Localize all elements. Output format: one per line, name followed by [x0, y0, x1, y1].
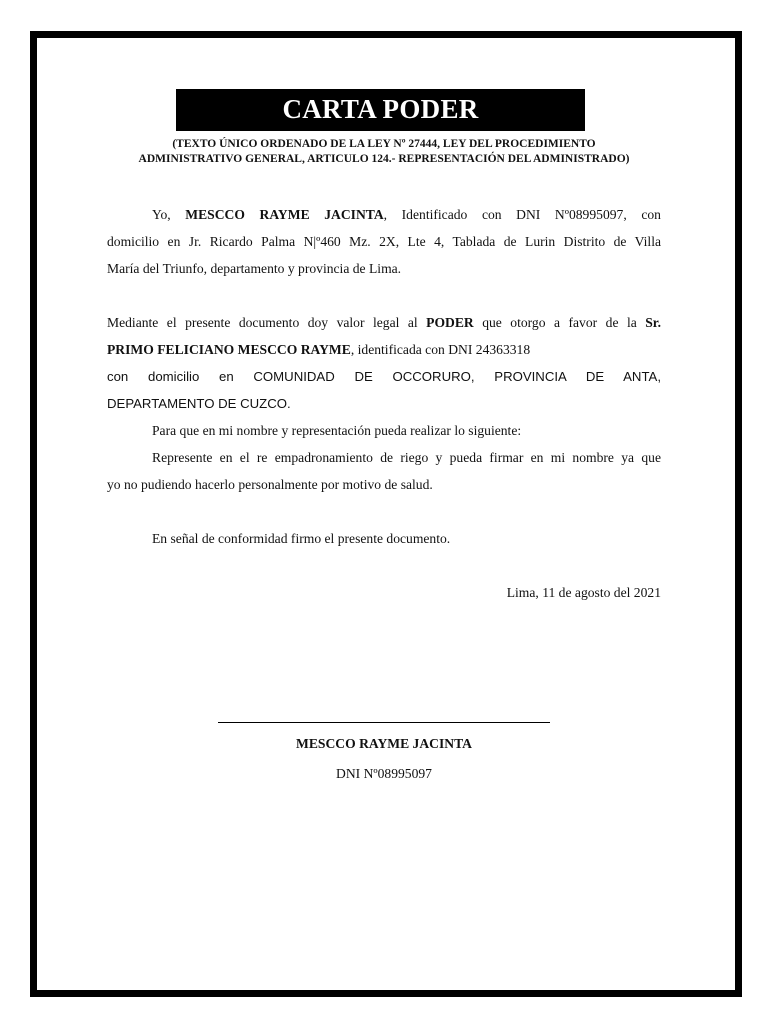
poder-word: PODER	[426, 315, 474, 330]
grantor-id: , Identificado con DNI Nº08995097, con	[383, 207, 661, 222]
sr-title: Sr.	[645, 315, 661, 330]
attorney-address-line-2: DEPARTAMENTO DE CUZCO.	[107, 396, 291, 411]
grantor-name: MESCCO RAYME JACINTA	[185, 207, 384, 222]
representation-line-2: yo no pudiendo hacerlo personalmente por motivo de salud.	[107, 477, 433, 492]
document-title: CARTA PODER	[176, 89, 585, 131]
representation-paragraph	[107, 444, 661, 498]
purpose-paragraph: Para que en mi nombre y representación pueda realizar lo siguiente:	[152, 423, 522, 438]
attorney-name: PRIMO FELICIANO MESCCO RAYME	[107, 342, 351, 357]
page-border	[30, 31, 742, 997]
grantor-paragraph	[107, 201, 661, 282]
attorney-id: , identificada con DNI 24363318	[350, 342, 531, 357]
attorney-line-2	[107, 336, 661, 363]
attorney-address-line-1: con domicilio en COMUNIDAD DE OCCORURO, PROVINCIA DE ANTA,	[107, 369, 661, 384]
document-date: Lima, 11 de agosto del 2021	[506, 585, 661, 600]
grantor-line-2: domicilio en Jr. Ricardo Palma N|º460 Mz. 2X, Lte 4, Tablada de Lurin Distrito de Villa	[107, 234, 661, 249]
attorney-paragraph	[107, 309, 661, 417]
signatory-dni: DNI Nº08995097	[336, 766, 432, 781]
signature-line	[218, 722, 550, 723]
attorney-lead: Mediante el presente documento doy valor legal al	[107, 315, 427, 330]
legal-reference-line-2: ADMINISTRATIVO GENERAL, ARTICULO 124.- REPRESENTACIÓN DEL ADMINISTRADO)	[138, 152, 630, 165]
legal-reference-line-1: (TEXTO ÚNICO ORDENADO DE LA LEY Nº 27444, LEY DEL PROCEDIMIENTO	[172, 138, 596, 150]
signatory-name: MESCCO RAYME JACINTA	[296, 736, 472, 751]
grantor-line-1	[107, 201, 661, 228]
representation-line-1: Represente en el re empadronamiento de riego y pueda firmar en mi nombre ya que	[152, 450, 661, 465]
grantor-line-3: María del Triunfo, departamento y provincia de Lima.	[107, 261, 402, 276]
conformity-paragraph: En señal de conformidad firmo el presente documento.	[152, 531, 451, 546]
attorney-line-1	[107, 309, 661, 336]
grantor-lead: Yo,	[152, 207, 186, 222]
attorney-mid: que otorgo a favor de la	[473, 315, 646, 330]
legal-reference	[100, 137, 668, 166]
